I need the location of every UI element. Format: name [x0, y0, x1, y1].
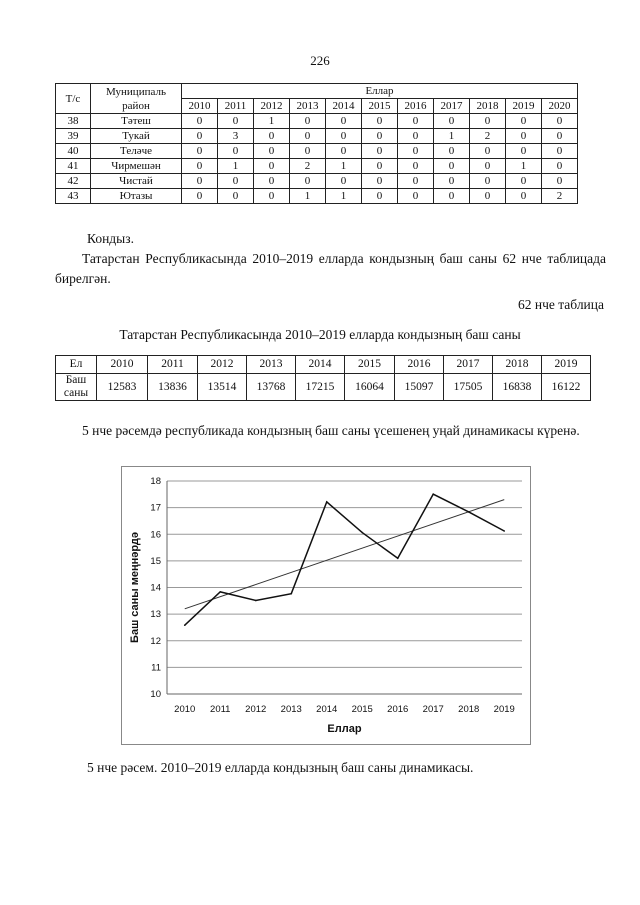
row-district: Теләче	[91, 144, 182, 159]
cell-value: 0	[470, 144, 506, 159]
header-num: Т/с	[56, 84, 91, 114]
population-table	[55, 355, 591, 401]
table-title: Татарстан Республикасында 2010–2019 елларда кондызның баш саны	[119, 327, 521, 342]
cell-value: 0	[398, 144, 434, 159]
cell-value: 0	[434, 159, 470, 174]
cell-value: 0	[542, 129, 578, 144]
cell-value: 0	[506, 144, 542, 159]
year-header: 2018	[470, 99, 506, 114]
cell-value: 0	[362, 129, 398, 144]
cell-value: 1	[290, 189, 326, 204]
cell-value: 0	[398, 129, 434, 144]
page-number: 226	[310, 53, 330, 68]
row-num: 39	[56, 129, 91, 144]
table-row	[56, 129, 578, 144]
cell-value: 0	[326, 114, 362, 129]
y-tick-label: 13	[150, 609, 161, 621]
y-tick-label: 14	[150, 582, 161, 594]
y-tick-label: 15	[150, 555, 161, 567]
data-point	[290, 593, 292, 595]
population-head-count: Баш саны	[56, 374, 97, 401]
cell-value: 0	[470, 114, 506, 129]
paragraph-1-text: Татарстан Республикасында 2010–2019 елларда кондызның баш саны 62 нче таблицада бирелгән.	[55, 251, 606, 286]
population-year: 2013	[247, 356, 296, 374]
year-header: 2012	[254, 99, 290, 114]
population-value: 13768	[247, 374, 296, 401]
population-head-year: Ел	[56, 356, 97, 374]
cell-value: 0	[542, 144, 578, 159]
cell-value: 0	[434, 189, 470, 204]
row-num: 43	[56, 189, 91, 204]
table-row	[56, 159, 578, 174]
x-tick-label: 2017	[422, 704, 444, 715]
data-point	[219, 591, 221, 593]
x-tick-label: 2019	[493, 704, 515, 715]
cell-value: 0	[362, 144, 398, 159]
row-num: 38	[56, 114, 91, 129]
line-chart	[122, 467, 530, 744]
y-tick-label: 17	[150, 502, 161, 514]
year-header: 2020	[542, 99, 578, 114]
x-tick-label: 2012	[245, 704, 267, 715]
cell-value: 0	[398, 174, 434, 189]
section-title: Кондыз.	[87, 231, 134, 246]
data-point	[361, 532, 363, 534]
cell-value: 0	[542, 114, 578, 129]
data-point	[503, 530, 505, 532]
population-value: 13836	[148, 374, 198, 401]
cell-value: 0	[254, 159, 290, 174]
cell-value: 0	[182, 129, 218, 144]
population-value: 16122	[542, 374, 591, 401]
row-num: 41	[56, 159, 91, 174]
cell-value: 0	[182, 174, 218, 189]
paragraph-2-text: 5 нче рәсемдә республикада кондызның баш саны үсешенең уңай динамикасы күренә.	[82, 423, 580, 438]
y-tick-label: 12	[150, 635, 161, 647]
population-value: 15097	[395, 374, 444, 401]
header-years: Еллар	[182, 84, 578, 99]
year-header: 2014	[326, 99, 362, 114]
y-tick-label: 16	[150, 529, 161, 541]
x-tick-label: 2015	[351, 704, 373, 715]
cell-value: 2	[542, 189, 578, 204]
cell-value: 0	[326, 174, 362, 189]
cell-value: 0	[290, 114, 326, 129]
cell-value: 0	[362, 159, 398, 174]
cell-value: 0	[506, 174, 542, 189]
year-header: 2013	[290, 99, 326, 114]
cell-value: 1	[326, 189, 362, 204]
x-axis-label: Еллар	[327, 723, 362, 735]
year-header: 2010	[182, 99, 218, 114]
cell-value: 0	[398, 159, 434, 174]
figure-caption: 5 нче рәсем. 2010–2019 елларда кондызның баш саны динамикасы.	[87, 760, 474, 775]
cell-value: 0	[434, 144, 470, 159]
cell-value: 0	[218, 144, 254, 159]
cell-value: 0	[218, 114, 254, 129]
x-tick-label: 2016	[387, 704, 409, 715]
cell-value: 0	[398, 114, 434, 129]
districts-table	[55, 83, 578, 204]
cell-value: 0	[470, 159, 506, 174]
row-district: Тәтеш	[91, 114, 182, 129]
cell-value: 0	[290, 144, 326, 159]
data-point	[432, 493, 434, 495]
y-axis-label: Баш саны меңнәрдә	[129, 532, 141, 643]
cell-value: 0	[326, 144, 362, 159]
row-num: 42	[56, 174, 91, 189]
data-point	[255, 600, 257, 602]
cell-value: 0	[182, 159, 218, 174]
population-year: 2011	[148, 356, 198, 374]
cell-value: 0	[182, 144, 218, 159]
x-tick-label: 2018	[458, 704, 480, 715]
cell-value: 1	[218, 159, 254, 174]
series-line	[185, 494, 505, 625]
population-year: 2018	[493, 356, 542, 374]
cell-value: 0	[470, 174, 506, 189]
year-header: 2017	[434, 99, 470, 114]
cell-value: 0	[362, 174, 398, 189]
cell-value: 1	[434, 129, 470, 144]
table-number: 62 нче таблица	[517, 297, 604, 312]
cell-value: 0	[434, 114, 470, 129]
cell-value: 2	[290, 159, 326, 174]
year-header: 2015	[362, 99, 398, 114]
header-district: Муниципаль район	[91, 84, 182, 114]
year-header: 2019	[506, 99, 542, 114]
cell-value: 0	[254, 129, 290, 144]
cell-value: 0	[290, 174, 326, 189]
table-header-row	[56, 84, 578, 99]
cell-value: 0	[542, 174, 578, 189]
cell-value: 2	[470, 129, 506, 144]
population-year: 2014	[296, 356, 345, 374]
x-tick-label: 2013	[280, 704, 302, 715]
population-years-row	[56, 356, 591, 374]
cell-value: 0	[254, 174, 290, 189]
cell-value: 0	[182, 189, 218, 204]
population-year: 2010	[97, 356, 148, 374]
row-district: Чистай	[91, 174, 182, 189]
population-value: 17505	[444, 374, 493, 401]
x-tick-label: 2010	[174, 704, 196, 715]
cell-value: 0	[182, 114, 218, 129]
table-row	[56, 114, 578, 129]
cell-value: 0	[506, 129, 542, 144]
row-district: Чирмешән	[91, 159, 182, 174]
cell-value: 1	[506, 159, 542, 174]
population-year: 2017	[444, 356, 493, 374]
row-num: 40	[56, 144, 91, 159]
data-point	[397, 557, 399, 559]
cell-value: 1	[326, 159, 362, 174]
population-year: 2012	[198, 356, 247, 374]
y-tick-label: 10	[150, 689, 161, 700]
row-district: Ютазы	[91, 189, 182, 204]
paragraph-2	[55, 421, 606, 441]
population-value: 12583	[97, 374, 148, 401]
cell-value: 0	[326, 129, 362, 144]
cell-value: 0	[218, 189, 254, 204]
cell-value: 0	[218, 174, 254, 189]
y-tick-label: 11	[151, 662, 161, 674]
cell-value: 0	[506, 114, 542, 129]
data-point	[326, 501, 328, 503]
data-point	[468, 511, 470, 513]
cell-value: 0	[362, 189, 398, 204]
paragraph-1	[55, 249, 606, 289]
cell-value: 0	[254, 189, 290, 204]
x-tick-label: 2011	[210, 704, 231, 715]
districts-body	[56, 114, 578, 204]
population-year: 2019	[542, 356, 591, 374]
cell-value: 1	[254, 114, 290, 129]
table-row	[56, 189, 578, 204]
data-point	[184, 624, 186, 626]
cell-value: 0	[398, 189, 434, 204]
cell-value: 0	[254, 144, 290, 159]
cell-value: 0	[362, 114, 398, 129]
population-value: 17215	[296, 374, 345, 401]
chart-frame	[121, 466, 531, 745]
population-year: 2015	[345, 356, 395, 374]
row-district: Тукай	[91, 129, 182, 144]
population-value: 13514	[198, 374, 247, 401]
year-header: 2011	[218, 99, 254, 114]
table-row	[56, 174, 578, 189]
cell-value: 0	[542, 159, 578, 174]
y-tick-label: 18	[150, 476, 161, 487]
cell-value: 0	[506, 189, 542, 204]
cell-value: 0	[470, 189, 506, 204]
population-value: 16838	[493, 374, 542, 401]
cell-value: 3	[218, 129, 254, 144]
population-values-row	[56, 374, 591, 401]
cell-value: 0	[434, 174, 470, 189]
population-value: 16064	[345, 374, 395, 401]
cell-value: 0	[290, 129, 326, 144]
x-tick-label: 2014	[316, 704, 338, 715]
population-year: 2016	[395, 356, 444, 374]
year-header: 2016	[398, 99, 434, 114]
table-row	[56, 144, 578, 159]
trend-line	[185, 500, 505, 609]
